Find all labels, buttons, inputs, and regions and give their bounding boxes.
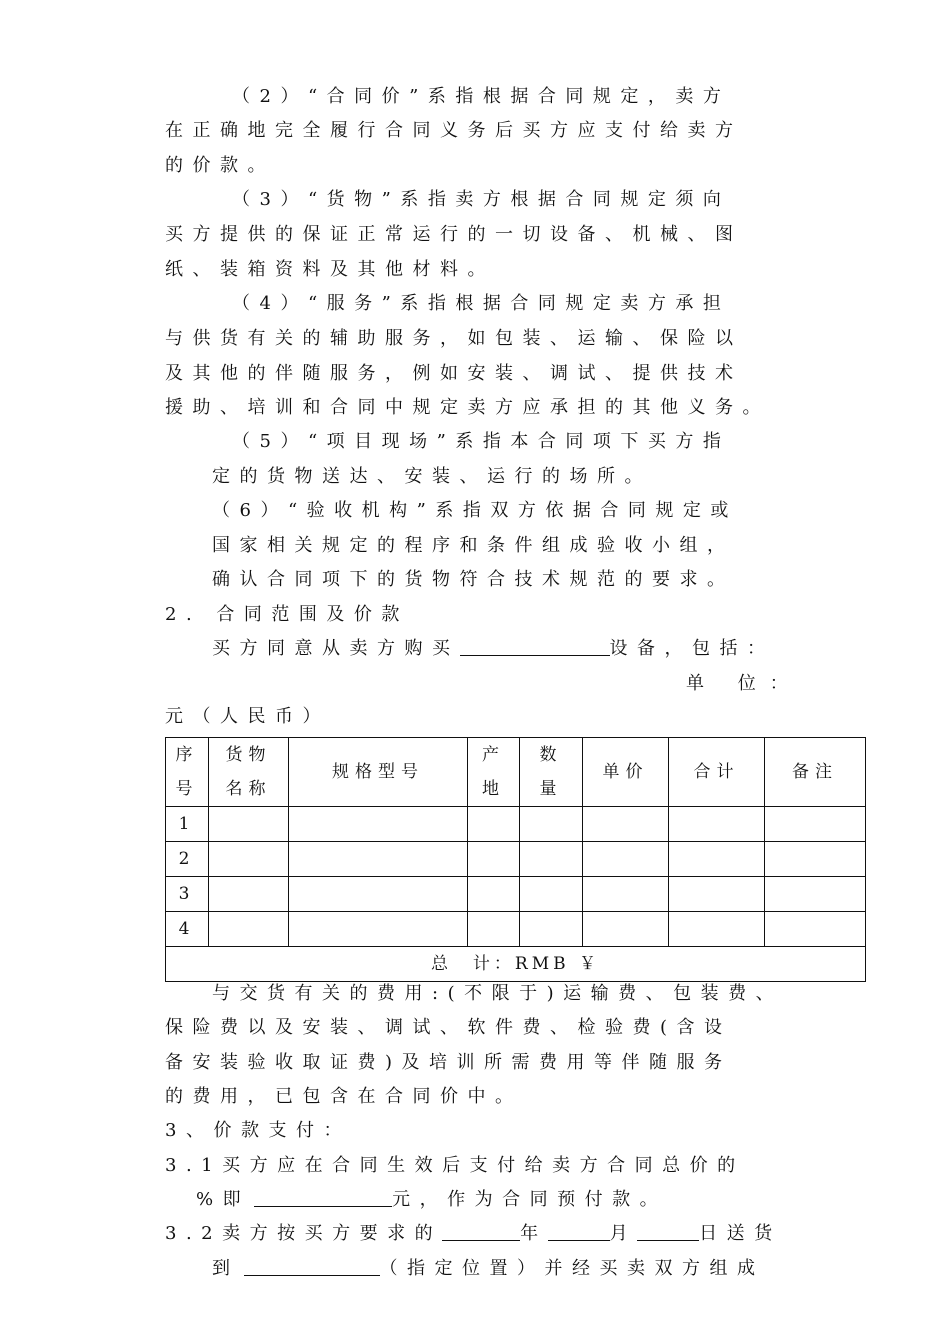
section-3-heading: 3、价款支付：	[165, 1120, 351, 1141]
def-2-line-1: （2）“合同价”系指根据合同规定，卖方	[232, 86, 731, 107]
prepayment-amount-blank[interactable]	[254, 1188, 392, 1207]
def-4-line-4: 援助、培训和合同中规定卖方应承担的其他义务。	[165, 397, 770, 418]
fees-line-4: 的费用，已包含在合同价中。	[165, 1086, 523, 1107]
total-label: 总 计：RMB ￥	[166, 947, 866, 982]
table-row	[166, 877, 866, 912]
unit-label: 单 位：	[686, 673, 802, 694]
table-row	[166, 912, 866, 947]
cell[interactable]	[520, 877, 583, 912]
row-index: 2	[166, 842, 209, 877]
cell[interactable]	[765, 877, 866, 912]
def-6-line-3: 确认合同项下的货物符合技术规范的要求。	[212, 569, 735, 590]
goods-table	[165, 737, 866, 982]
cell[interactable]	[669, 912, 765, 947]
cell[interactable]	[583, 807, 669, 842]
cell[interactable]	[289, 842, 468, 877]
fees-line-3: 备安装验收取证费)及培训所需费用等伴随服务	[165, 1052, 732, 1073]
def-5-line-2: 定的货物送达、安装、运行的场所。	[212, 466, 652, 487]
col-header-unit-price: 单价	[583, 738, 669, 807]
clause-3-2-line-2	[212, 1252, 765, 1286]
cell[interactable]	[289, 912, 468, 947]
def-3-line-3: 纸、装箱资料及其他材料。	[165, 259, 495, 280]
cell[interactable]	[468, 842, 520, 877]
cell[interactable]	[765, 807, 866, 842]
location-blank[interactable]	[244, 1257, 380, 1276]
cell[interactable]	[669, 807, 765, 842]
deliver-to-prefix: 到	[212, 1258, 240, 1279]
def-2-line-3: 的价款。	[165, 155, 275, 176]
cell[interactable]	[520, 912, 583, 947]
day-blank[interactable]	[637, 1222, 699, 1241]
col-header-spec: 规格型号	[289, 738, 468, 807]
def-6-line-1: （6）“验收机构”系指双方依据合同规定或	[212, 500, 738, 521]
clause-3-1-line-1: 3.1买方应在合同生效后支付给卖方合同总价的	[165, 1155, 745, 1176]
def-3-line-1: （3）“货物”系指卖方根据合同规定须向	[232, 189, 731, 210]
purchase-line	[212, 632, 775, 666]
cell[interactable]	[583, 842, 669, 877]
cell[interactable]	[468, 912, 520, 947]
def-5-line-1: （5）“项目现场”系指本合同项下买方指	[232, 431, 731, 452]
cell[interactable]	[289, 877, 468, 912]
row-index: 3	[166, 877, 209, 912]
equipment-blank[interactable]	[460, 637, 610, 656]
day-label: 日送货	[699, 1223, 782, 1244]
col-header-quantity: 数 量	[520, 738, 583, 807]
year-label: 年	[520, 1223, 548, 1244]
month-label: 月	[609, 1223, 638, 1244]
unit-value: 元（人民币）	[165, 706, 330, 727]
def-6-line-2: 国家相关规定的程序和条件组成验收小组，	[212, 535, 735, 556]
col-header-subtotal: 合计	[669, 738, 765, 807]
def-4-line-3: 及其他的伴随服务，例如安装、调试、提供技术	[165, 363, 743, 384]
cell[interactable]	[583, 912, 669, 947]
percent-prefix: %即	[196, 1189, 251, 1210]
prepayment-suffix: 元，作为合同预付款。	[392, 1189, 668, 1210]
cell[interactable]	[209, 807, 289, 842]
cell[interactable]	[520, 842, 583, 877]
clause-3-2-line-1	[165, 1217, 782, 1251]
cell[interactable]	[520, 807, 583, 842]
table-row	[166, 807, 866, 842]
section-2-heading: 2. 合同范围及价款	[165, 604, 409, 625]
row-index: 4	[166, 912, 209, 947]
cell[interactable]	[583, 877, 669, 912]
cell[interactable]	[669, 842, 765, 877]
row-index: 1	[166, 807, 209, 842]
cell[interactable]	[468, 877, 520, 912]
def-4-line-1: （4）“服务”系指根据合同规定卖方承担	[232, 293, 731, 314]
col-header-index: 序 号	[166, 738, 209, 807]
cell[interactable]	[669, 877, 765, 912]
year-blank[interactable]	[442, 1222, 520, 1241]
cell[interactable]	[209, 842, 289, 877]
def-4-line-2: 与供货有关的辅助服务，如包装、运输、保险以	[165, 328, 743, 349]
table-row	[166, 842, 866, 877]
col-header-goods-name: 货物 名称	[209, 738, 289, 807]
def-2-line-2: 在正确地完全履行合同义务后买方应支付给卖方	[165, 120, 743, 141]
col-header-remarks: 备注	[765, 738, 866, 807]
col-header-origin: 产 地	[468, 738, 520, 807]
def-3-line-2: 买方提供的保证正常运行的一切设备、机械、图	[165, 224, 743, 245]
month-blank[interactable]	[548, 1222, 610, 1241]
table-header-row	[166, 738, 866, 807]
delivery-prefix: 3.2卖方按买方要求的	[165, 1223, 443, 1244]
purchase-prefix: 买方同意从卖方购买	[212, 638, 460, 659]
cell[interactable]	[765, 912, 866, 947]
cell[interactable]	[209, 912, 289, 947]
clause-3-1-line-2	[196, 1183, 667, 1217]
fees-line-1: 与交货有关的费用:(不限于)运输费、包装费、	[212, 983, 784, 1004]
fees-line-2: 保险费以及安装、调试、软件费、检验费(含设	[165, 1017, 732, 1038]
deliver-to-suffix: （指定位置）并经买卖双方组成	[379, 1258, 765, 1279]
cell[interactable]	[468, 807, 520, 842]
purchase-suffix: 设备，包括：	[609, 638, 775, 659]
cell[interactable]	[289, 807, 468, 842]
cell[interactable]	[765, 842, 866, 877]
cell[interactable]	[209, 877, 289, 912]
